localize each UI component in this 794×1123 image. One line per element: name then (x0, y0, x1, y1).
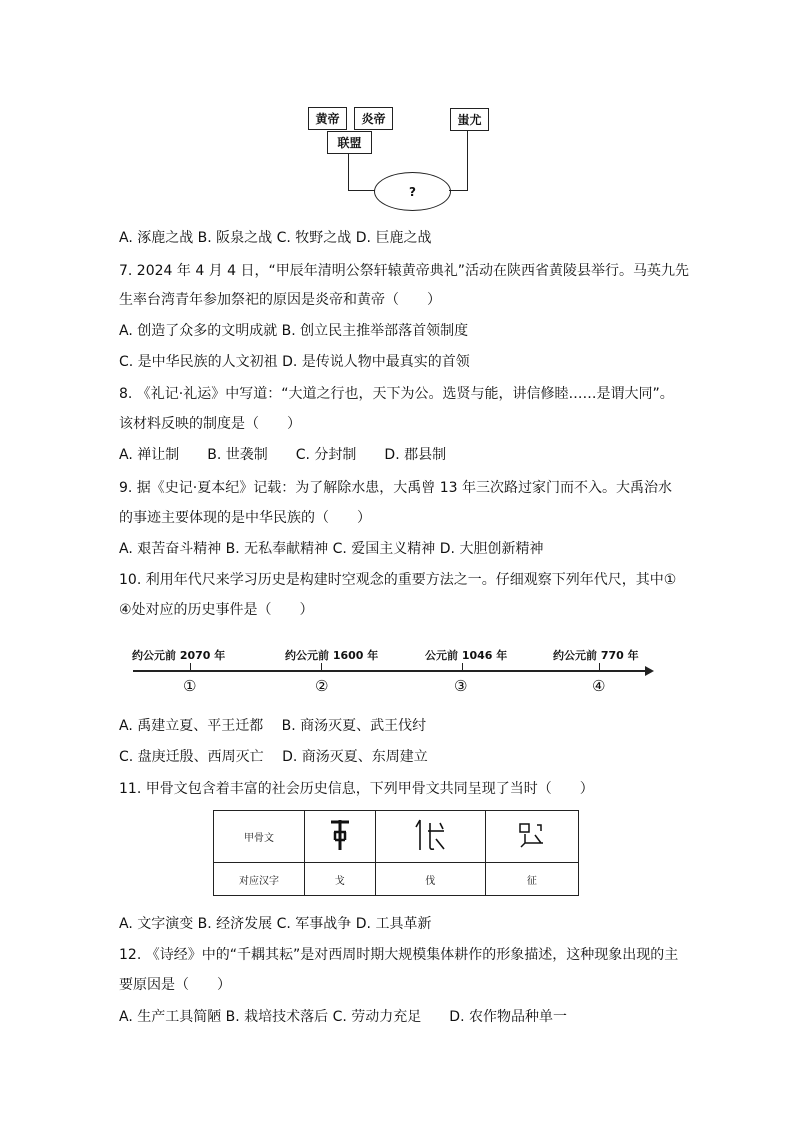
row-header-chinese: 对应汉字 (214, 863, 305, 896)
box-lianmeng: 联盟 (327, 131, 372, 154)
q12-options: A. 生产工具简陋 B. 栽培技术落后 C. 劳动力充足 D. 农作物品种单一 (119, 1009, 567, 1025)
row-header-oracle: 甲骨文 (214, 811, 305, 863)
q11-stem-line1: 11. 甲骨文包含着丰富的社会历史信息，下列甲骨文共同呈现了当时（ ） (119, 781, 594, 797)
box-yandi: 炎帝 (354, 107, 393, 130)
q8-stem-line1: 8. 《礼记·礼运》中写道：“大道之行也，天下为公。选贤与能，讲信修睦……是谓大同”。 (119, 386, 674, 402)
char-fa: 伐 (375, 863, 485, 896)
q9-options: A. 艰苦奋斗精神 B. 无私奉献精神 C. 爱国主义精神 D. 大胆创新精神 (119, 541, 544, 557)
q12-stem-line2: 要原因是（ ） (119, 977, 231, 993)
glyph-fa-icon (412, 817, 448, 853)
q6-options: A. 涿鹿之战 B. 阪泉之战 C. 牧野之战 D. 巨鹿之战 (119, 230, 432, 246)
timeline-label-1: 约公元前 2070 年 (132, 649, 226, 662)
q10-options-cd: C. 盘庚迁殷、西周灭亡 D. 商汤灭夏、东周建立 (119, 749, 428, 765)
timeline-marker-1: ① (183, 677, 197, 695)
timeline-marker-3: ③ (454, 677, 468, 695)
q7-stem-line1: 7. 2024 年 4 月 4 日，“甲辰年清明公祭轩辕黄帝典礼”活动在陕西省黄陵县举行。马英九先 (119, 263, 690, 279)
table-row (214, 863, 579, 896)
q10-stem-line1: 10. 利用年代尺来学习历史是构建时空观念的重要方法之一。仔细观察下列年代尺，其中① (119, 572, 677, 588)
timeline-label-3: 公元前 1046 年 (425, 649, 508, 662)
glyph-ge-icon (329, 818, 351, 852)
q9-stem-line1: 9. 据《史记·夏本纪》记载：为了解除水患，大禹曾 13 年三次路过家门而不入。大禹治水 (119, 480, 672, 496)
timeline-label-4: 约公元前 770 年 (553, 649, 639, 662)
timeline-tick-2 (321, 663, 322, 671)
timeline-tick-3 (462, 663, 463, 671)
connector-right-horizontal (449, 190, 468, 191)
connector-left-vertical (348, 153, 349, 190)
q7-options-ab: A. 创造了众多的文明成就 B. 创立民主推举部落首领制度 (119, 323, 469, 339)
timeline-tick-1 (190, 663, 191, 671)
q10-options-ab: A. 禹建立夏、平王迁都 B. 商汤灭夏、武王伐纣 (119, 718, 427, 734)
q7-stem-line2: 生率台湾青年参加祭祀的原因是炎帝和黄帝（ ） (119, 292, 441, 308)
oracle-glyph-zheng (485, 811, 578, 863)
unknown-battle-ellipse: ? (374, 172, 451, 211)
timeline-tick-4 (599, 663, 600, 671)
timeline-arrow-head (645, 666, 654, 676)
char-zheng: 征 (485, 863, 578, 896)
connector-left-horizontal (348, 190, 375, 191)
oracle-bone-table (213, 810, 579, 896)
table-row (214, 811, 579, 863)
q8-stem-line2: 该材料反映的制度是（ ） (119, 416, 301, 432)
q11-options: A. 文字演变 B. 经济发展 C. 军事战争 D. 工具革新 (119, 916, 432, 932)
q7-options-cd: C. 是中华民族的人文初祖 D. 是传说人物中最真实的首领 (119, 354, 470, 370)
timeline-label-2: 约公元前 1600 年 (285, 649, 379, 662)
timeline-marker-2: ② (315, 677, 329, 695)
connector-right-vertical (467, 130, 468, 190)
box-huangdi: 黄帝 (308, 107, 347, 130)
timeline-marker-4: ④ (592, 677, 606, 695)
q10-stem-line2: ④处对应的历史事件是（ ） (119, 602, 314, 618)
q12-stem-line1: 12. 《诗经》中的“千耦其耘”是对西周时期大规模集体耕作的形象描述，这种现象出现的主 (119, 947, 679, 963)
char-ge: 戈 (305, 863, 376, 896)
oracle-glyph-ge (305, 811, 376, 863)
timeline-axis (133, 670, 645, 672)
q8-options: A. 禅让制 B. 世袭制 C. 分封制 D. 郡县制 (119, 447, 447, 463)
box-chiyou: 蚩尤 (450, 108, 489, 131)
glyph-zheng-icon (517, 821, 547, 849)
q9-stem-line2: 的事迹主要体现的是中华民族的（ ） (119, 510, 371, 526)
oracle-glyph-fa (375, 811, 485, 863)
